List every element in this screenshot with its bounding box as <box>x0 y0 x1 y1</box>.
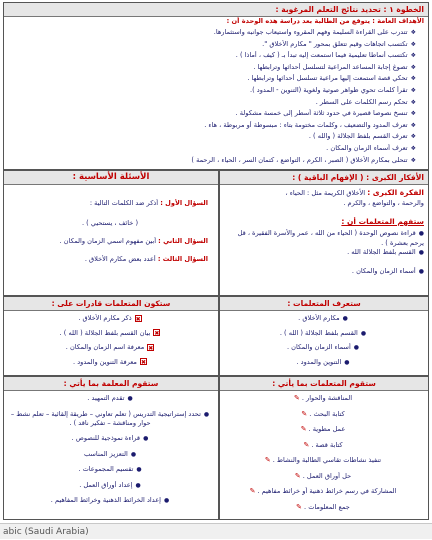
goal-item-text: تتدرب على القراءة السليمة وفهم المقروء واستيعاب جوانبه واستثمارها. <box>213 28 408 36</box>
goal-item <box>6 28 416 37</box>
pencil-icon: ✎ <box>296 502 302 511</box>
learner-item <box>222 487 424 496</box>
goal-item <box>6 144 416 153</box>
pencil-icon: ✎ <box>249 487 256 495</box>
understanding-item-text: قراءة نصوص الوحدة ( الحياء من الله ، عمر والأسرة الفقيرة ، قل يرحم بعشرة ) . <box>237 229 424 247</box>
checkbox-icon: ✖ <box>140 359 146 366</box>
dot-bullet-icon: ● <box>203 410 210 418</box>
pencil-icon: ✎ <box>300 425 307 433</box>
diamond-bullet-icon: ❖ <box>410 75 416 83</box>
teacher-heading: ستقوم المعلمة بما يأتي : <box>4 377 218 391</box>
learner-item-text: تنفيذ نشاطات تقاسي الطالبة والنشاط . <box>272 456 382 464</box>
big-ideas-box <box>219 170 429 296</box>
know-item-text: القسم بلفظ الجلالة ( الله ) . <box>279 328 358 337</box>
able-item-text: بيان القسم بلفظ الجلالة ( الله ) . <box>59 328 151 337</box>
goals-heading: الأهداف العامة : يتوقع من الطالبة بعد دراسة هذه الوحدة أن : <box>226 17 424 25</box>
learner-item-text: جمع المعلومات . <box>304 502 350 511</box>
know-item <box>222 343 424 352</box>
goal-item-text: تتحلى بمكارم الأخلاق ( الصبر ، الكرم ، التواضع ، كتمان السر ، الحياء ، الرحمة ) <box>191 155 408 164</box>
goal-item-text: تحكي قصة استمعت إليها مراعية تسلسل أحداثها وترابطها . <box>247 74 408 83</box>
diamond-bullet-icon: ❖ <box>410 121 416 129</box>
checkbox-icon: ✖ <box>148 344 154 352</box>
teacher-item <box>6 410 214 428</box>
goal-item-text: تعرف المدود والتضعيف ، وكلمات مختومة بتاء : مبسوطة أو مربوطة ، هاء . <box>204 120 408 129</box>
goal-item <box>6 51 416 60</box>
understanding-item <box>222 267 424 277</box>
goal-item-text: تصوغ إجابة المساعد المراعية لتسلسل أحداثها وترابطها . <box>253 62 408 71</box>
dot-bullet-icon: ● <box>418 230 424 237</box>
pencil-icon: ✎ <box>294 471 301 480</box>
diamond-bullet-icon: ❖ <box>410 63 416 71</box>
dot-bullet-icon: ● <box>127 395 133 402</box>
learner-item-text: كتابة البحث . <box>309 409 345 418</box>
teacher-box <box>3 376 219 520</box>
teacher-item-text: تقدم التمهيد . <box>87 394 125 402</box>
learner-item-text: المناقشة والحوار . <box>301 394 353 402</box>
understandings-heading: ستفهم المتعلمات أن : <box>341 217 424 226</box>
learner-item <box>222 410 424 419</box>
diamond-bullet-icon: ❖ <box>410 29 416 36</box>
teacher-item-text: التعزيز المناسب <box>83 449 128 458</box>
goal-item <box>6 156 416 165</box>
able-item-text: ذكر مكارم الأخلاق . <box>78 314 132 322</box>
teacher-item <box>6 450 214 459</box>
goal-item-text: تكتسب أنماطا تعليمية فيما استمعت إليه تبدأ بـ ( كيف ، أماذا ) . <box>235 51 408 60</box>
q3-text: أعدد بعض مكارم الأخلاق . <box>84 255 156 263</box>
know-box <box>219 296 429 376</box>
dot-bullet-icon: ● <box>163 497 170 504</box>
dot-bullet-icon: ● <box>344 358 350 366</box>
dot-bullet-icon: ● <box>360 329 367 337</box>
know-item-text: أسماء الزمان والمكان . <box>286 343 351 351</box>
teacher-item <box>6 465 214 474</box>
able-item <box>6 358 214 367</box>
understanding-item-text: أسماء الزمان والمكان . <box>351 267 416 275</box>
goal-item-text: تعرف القسم بلفظ الجلالة ( والله ) . <box>308 132 408 141</box>
pencil-icon: ✎ <box>293 394 300 402</box>
big-idea-label: الفكرة الكبرى : <box>367 188 424 197</box>
goal-item <box>6 132 416 141</box>
know-item <box>222 358 424 367</box>
q1-label: السؤال الأول : <box>160 199 208 207</box>
q2-text: أبين مفهوم اسمي الزمان والمكان . <box>59 237 157 245</box>
able-item <box>6 314 214 323</box>
diamond-bullet-icon: ❖ <box>410 145 416 152</box>
pencil-icon: ✎ <box>303 440 310 449</box>
learner-item-text: حل أوراق العمل . <box>302 471 352 480</box>
big-idea-text-2: والرحمة ، والتواضع ، والكرم . <box>343 199 424 207</box>
teacher-item-text: قراءة نموذجية للنصوص . <box>71 434 141 442</box>
teacher-item <box>6 481 214 490</box>
goal-item <box>6 98 416 107</box>
learner-item-text: عمل مطوية . <box>308 425 346 433</box>
teacher-item <box>6 496 214 505</box>
step-title: الخطوة ١ : تحديد نتائج التعلم المرغوبة : <box>4 3 428 17</box>
teacher-item-text: إعداد الخرائط الذهنية وخرائط المفاهيم . <box>50 496 161 504</box>
able-item <box>6 343 214 352</box>
q3-label: السؤال الثالث : <box>157 255 208 263</box>
lesson-plan-page <box>3 0 429 522</box>
able-box <box>3 296 219 376</box>
pencil-icon: ✎ <box>264 456 271 464</box>
diamond-bullet-icon: ❖ <box>410 40 416 48</box>
dot-bullet-icon: ● <box>418 249 424 256</box>
know-heading: ستعرف المتعلمات : <box>220 297 428 311</box>
able-item-text: معرفة التنوين والمدود . <box>73 357 137 366</box>
goal-item <box>6 40 416 49</box>
learner-item <box>222 441 424 450</box>
checkbox-icon: ✖ <box>135 315 141 323</box>
know-item-text: التنوين والمدود . <box>296 357 342 366</box>
learner-item <box>222 394 424 403</box>
goal-item <box>6 86 416 95</box>
learner-item <box>222 472 424 481</box>
learner-item <box>222 456 424 465</box>
dot-bullet-icon: ● <box>130 450 137 458</box>
dot-bullet-icon: ● <box>418 268 424 275</box>
learners-heading: ستقوم المتعلمات بما يأتي : <box>220 377 428 391</box>
dot-bullet-icon: ● <box>136 466 142 473</box>
status-bar <box>0 523 432 539</box>
dot-bullet-icon: ● <box>135 481 141 489</box>
goal-item-text: تقرأ كلمات تحوي ظواهر صوتية ولغوية (التنوين - المدود ). <box>250 86 408 94</box>
learner-item-text: المشاركة في رسم خرائط ذهنية أو خرائط مفاهيم . <box>257 487 397 495</box>
q1-text: أذكر ضد الكلمات التالية : <box>89 199 159 207</box>
goal-item <box>6 63 416 72</box>
goal-item-text: تحكم رسم الكلمات على السطر . <box>315 97 408 106</box>
understanding-item <box>222 229 424 247</box>
diamond-bullet-icon: ❖ <box>410 87 416 94</box>
q2-label: السؤال الثاني : <box>158 237 208 245</box>
teacher-item <box>6 394 214 403</box>
dot-bullet-icon: ● <box>353 344 360 351</box>
know-item-text: مكارم الأخلاق . <box>298 314 340 322</box>
goal-item-text: تعرف أسماء الزمان والمكان . <box>326 144 408 152</box>
learner-item <box>222 425 424 434</box>
diamond-bullet-icon: ❖ <box>410 52 416 60</box>
learners-box <box>219 376 429 520</box>
able-heading: ستكون المتعلمات قادرات على : <box>4 297 218 311</box>
goal-item <box>6 109 416 118</box>
big-idea-text-1: الأخلاق الكريمة مثل : الحياء ، <box>285 189 366 197</box>
diamond-bullet-icon: ❖ <box>410 98 416 106</box>
dot-bullet-icon: ● <box>143 435 149 442</box>
essential-questions-box <box>3 170 219 296</box>
diamond-bullet-icon: ❖ <box>410 110 416 118</box>
understanding-item-text: القسم بلفظ الجلالة الله . <box>347 248 416 256</box>
learner-item-text: كتابة قصة . <box>311 440 343 449</box>
goal-item-text: تكتسب اتجاهات وقيم تتعلق بمحور " مكارم الأخلاق ". <box>262 39 408 48</box>
teacher-item-text: إعداد أوراق العمل . <box>79 480 133 489</box>
big-ideas-heading: الأفكار الكبرى : ( الإفهام الباقية ) : <box>220 171 428 185</box>
goal-item-text: تنسخ نصوصا قصيرة في حدود ثلاثة أسطر إلى خمسة مشكولة . <box>235 109 408 118</box>
dot-bullet-icon: ● <box>342 315 348 322</box>
teacher-item <box>6 434 214 443</box>
able-item-text: معرفة اسم الزمان والمكان . <box>65 343 145 351</box>
know-item <box>222 329 424 338</box>
q1-words: ( خائف ، يستحيي ) . <box>81 219 139 227</box>
learner-item <box>222 503 424 512</box>
understanding-item <box>222 248 424 258</box>
diamond-bullet-icon: ❖ <box>410 133 416 141</box>
language-indicator[interactable]: abic (Saudi Arabia) <box>3 527 89 537</box>
teacher-item-text: تقسيم المجموعات . <box>78 465 134 473</box>
checkbox-icon: ✖ <box>154 330 160 337</box>
pencil-icon: ✎ <box>301 409 308 418</box>
goals-box <box>3 2 429 170</box>
diamond-bullet-icon: ❖ <box>410 156 416 164</box>
essential-questions-heading: الأسئلة الأساسية : <box>4 171 218 185</box>
goal-item <box>6 121 416 130</box>
know-item <box>222 314 424 323</box>
able-item <box>6 329 214 338</box>
goal-item <box>6 74 416 83</box>
teacher-item-text: تحدد إستراتيجية التدريس ( تعلم تعاوني – طريقة إلقائية – تعلم نشط – حوار ومناقشة – تفكير ناقد ) . <box>10 409 201 427</box>
